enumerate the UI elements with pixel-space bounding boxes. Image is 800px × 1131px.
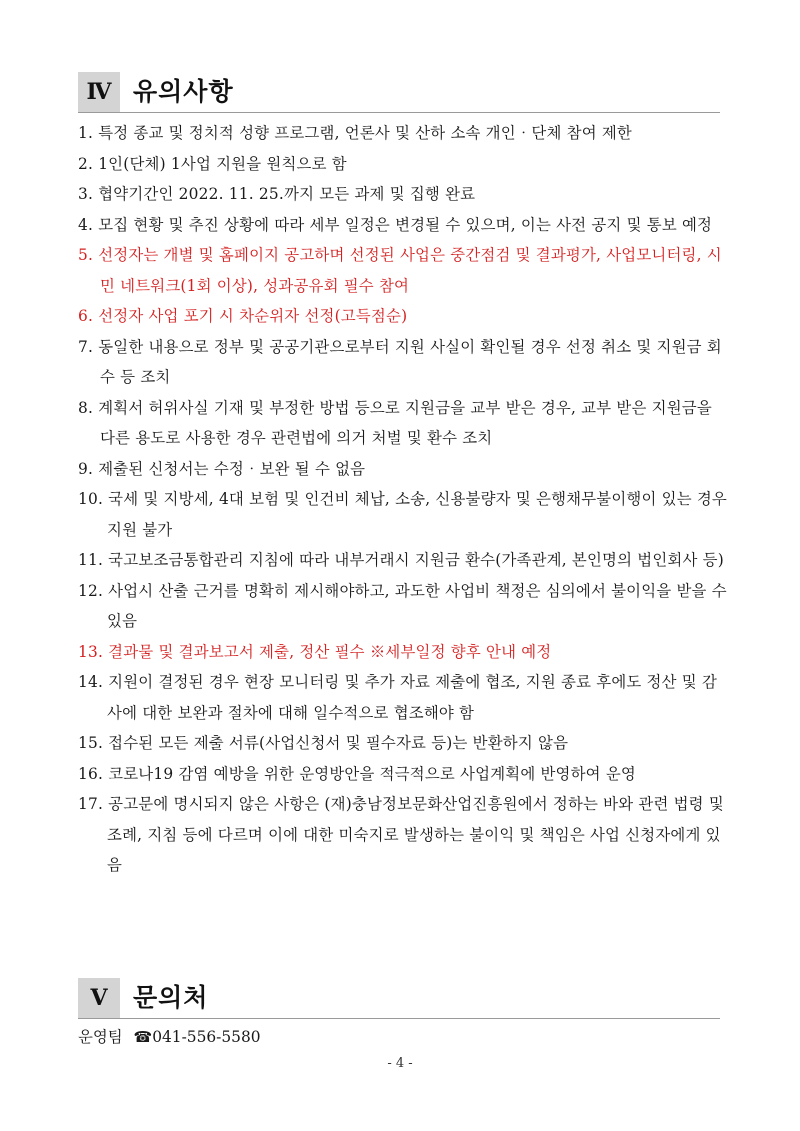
list-item: [78, 393, 728, 454]
notes-list: [78, 118, 728, 881]
item-number: 11.: [78, 551, 104, 569]
item-number: 14.: [78, 673, 104, 691]
list-item: [78, 210, 728, 241]
list-item: [78, 667, 728, 728]
list-item: [78, 301, 728, 332]
item-number: 6.: [78, 307, 94, 325]
item-text: 코로나19 감염 예방을 위한 운영방안을 적극적으로 사업계획에 반영하여 운영: [108, 764, 636, 783]
item-text: 선정자 사업 포기 시 차순위자 선정(고득점순): [98, 307, 408, 325]
section-title: 유의사항: [133, 77, 234, 106]
item-number: 7.: [78, 337, 94, 356]
list-item: [78, 179, 728, 210]
item-text: 계획서 허위사실 기재 및 부정한 방법 등으로 지원금을 교부 받은 경우, 교부 받은 지원금을 다른 용도로 사용한 경우 관련법에 의거 처벌 및 환수 조치: [98, 398, 712, 447]
item-number: 3.: [78, 185, 94, 203]
list-item: [78, 789, 728, 881]
item-text: 국세 및 지방세, 4대 보험 및 인건비 체납, 소송, 신용불량자 및 은행채무불이행이 있는 경우 지원 불가: [107, 490, 727, 539]
contact-team: 운영팀: [78, 1028, 123, 1046]
list-item: [78, 759, 728, 790]
item-text: 지원이 결정된 경우 현장 모니터링 및 추가 자료 제출에 협조, 지원 종료 후에도 정산 및 감사에 대한 보완과 절차에 대해 일수적으로 협조해야 함: [107, 673, 718, 722]
item-number: 4.: [78, 215, 94, 234]
list-item: [78, 637, 728, 668]
item-number: 1.: [78, 124, 94, 142]
item-text: 모집 현황 및 추진 상황에 따라 세부 일정은 변경될 수 있으며, 이는 사전 공지 및 통보 예정: [98, 215, 713, 234]
list-item: [78, 240, 728, 301]
item-text: 결과물 및 결과보고서 제출, 정산 필수 ※세부일정 향후 안내 예정: [108, 642, 552, 661]
item-text: 공고문에 명시되지 않은 사항은 (재)충남정보문화산업진흥원에서 정하는 바와 관련 법령 및 조례, 지침 등에 다르며 이에 대한 미숙지로 발생하는 불이익 및 책임은 사업 신청자에게 있음: [107, 795, 724, 874]
item-text: 국고보조금통합관리 지침에 따라 내부거래시 지원금 환수(가족관계, 본인명의 법인회사 등): [108, 551, 724, 569]
list-item: [78, 576, 728, 637]
contact-info: [78, 1025, 261, 1049]
item-text: 제출된 신청서는 수정‧보완 될 수 없음: [98, 459, 366, 478]
item-number: 13.: [78, 642, 104, 661]
item-text: 사업시 산출 근거를 명확히 제시해야하고, 과도한 사업비 책정은 심의에서 불이익을 받을 수 있음: [107, 581, 727, 630]
item-number: 17.: [78, 795, 104, 813]
section-header-notes: [78, 72, 720, 113]
item-text: 동일한 내용으로 정부 및 공공기관으로부터 지원 사실이 확인될 경우 선정 취소 및 지원금 회수 등 조치: [98, 337, 722, 386]
contact-phone: 041-556-5580: [152, 1028, 261, 1046]
section-header-contact: [78, 978, 720, 1019]
item-number: 12.: [78, 581, 104, 600]
item-text: 접수된 모든 제출 서류(사업신청서 및 필수자료 등)는 반환하지 않음: [108, 734, 569, 752]
item-number: 5.: [78, 246, 94, 264]
list-item: [78, 332, 728, 393]
item-number: 8.: [78, 398, 94, 417]
page-number: - 4 -: [387, 1056, 413, 1071]
item-number: 15.: [78, 734, 104, 752]
list-item: [78, 728, 728, 759]
list-item: [78, 454, 728, 485]
item-text: 협약기간인 2022. 11. 25.까지 모든 과제 및 집행 완료: [98, 185, 476, 203]
section-title: 문의처: [133, 983, 209, 1012]
item-number: 16.: [78, 764, 104, 783]
item-number: 9.: [78, 459, 94, 478]
phone-icon: ☎: [133, 1028, 153, 1046]
item-number: 10.: [78, 490, 104, 508]
section-number: Ⅳ: [78, 72, 120, 112]
item-number: 2.: [78, 154, 94, 173]
item-text: 선정자는 개별 및 홈페이지 공고하며 선정된 사업은 중간점검 및 결과평가, 사업모니터링, 시민 네트워크(1회 이상), 성과공유회 필수 참여: [98, 246, 722, 295]
item-text: 1인(단체) 1사업 지원을 원칙으로 함: [98, 154, 347, 173]
item-text: 특정 종교 및 정치적 성향 프로그램, 언론사 및 산하 소속 개인‧단체 참여 제한: [98, 124, 632, 142]
list-item: [78, 484, 728, 545]
list-item: [78, 545, 728, 576]
list-item: [78, 149, 728, 180]
list-item: [78, 118, 728, 149]
section-number: Ⅴ: [78, 978, 120, 1018]
